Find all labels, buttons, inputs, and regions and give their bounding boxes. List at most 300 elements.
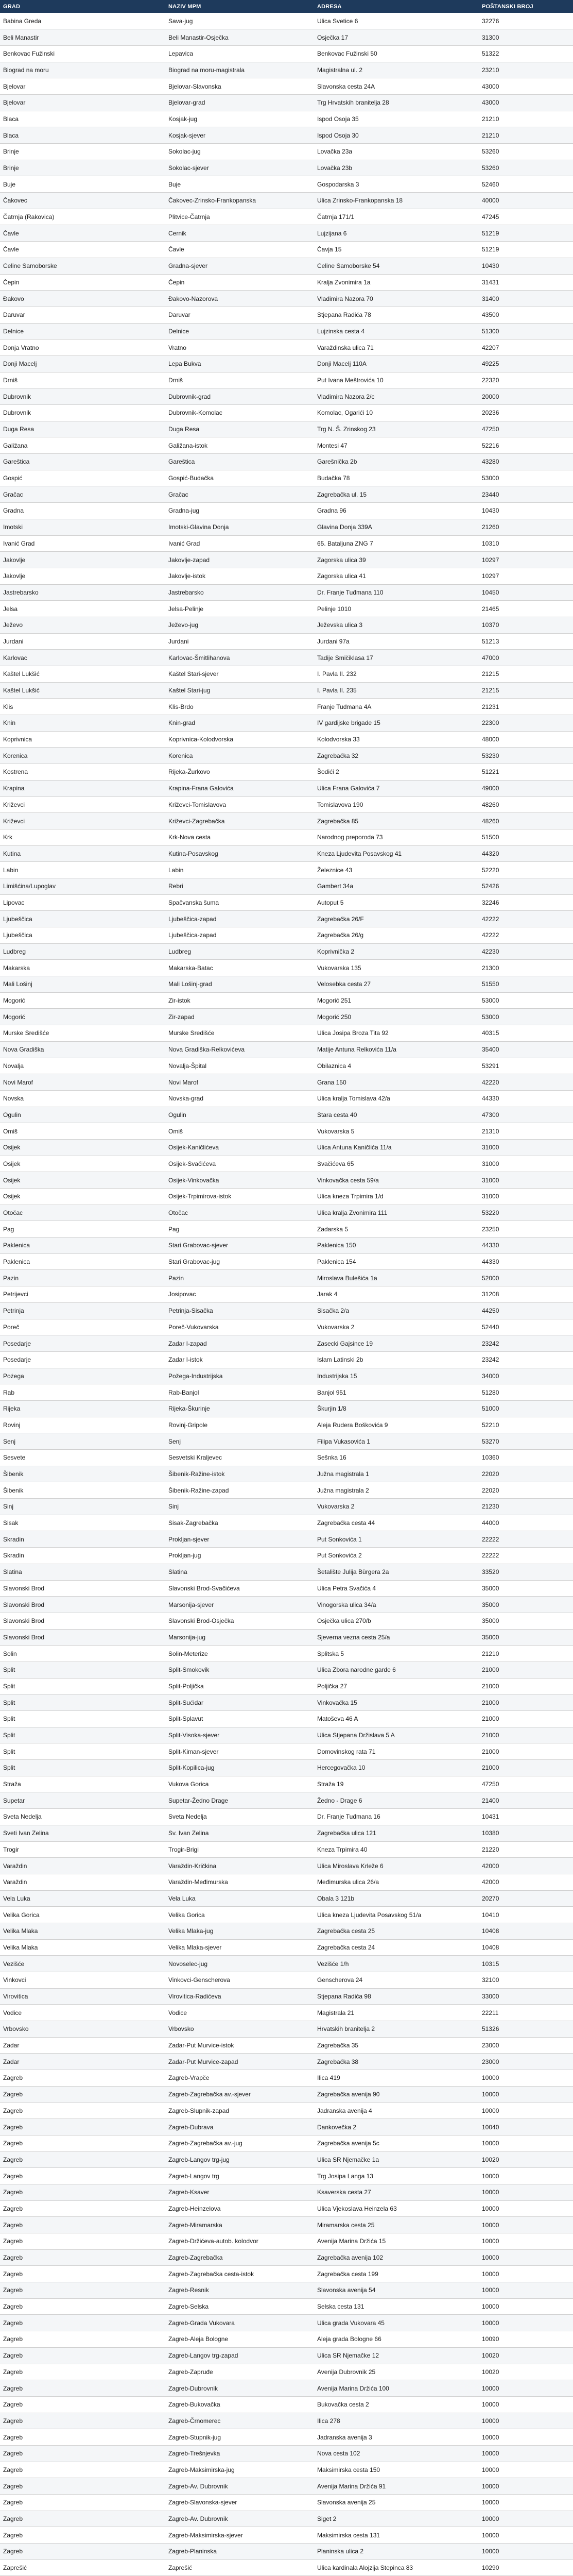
cell-naziv-mpm: Drniš xyxy=(165,372,314,388)
table-row xyxy=(0,1743,573,1760)
cell-adresa: Obilaznica 4 xyxy=(314,1058,479,1074)
cell-grad: Poreč xyxy=(0,1319,165,1335)
cell-postanski-broj: 47000 xyxy=(479,650,573,666)
cell-adresa: Osječka 17 xyxy=(314,29,479,46)
table-row xyxy=(0,2445,573,2462)
cell-adresa: Južna magistrala 1 xyxy=(314,1466,479,1482)
cell-naziv-mpm: Trogir-Brigi xyxy=(165,1841,314,1858)
cell-grad: Koprivnica xyxy=(0,731,165,748)
cell-naziv-mpm: Rebri xyxy=(165,878,314,894)
cell-naziv-mpm: Stari Grabovac-sjever xyxy=(165,1238,314,1254)
cell-naziv-mpm: Sokolac-sjever xyxy=(165,160,314,176)
cell-grad: Ljubeščica xyxy=(0,927,165,944)
table-row xyxy=(0,1548,573,1564)
cell-adresa: Donji Macelj 110A xyxy=(314,355,479,372)
cell-adresa: Ulica kralja Tomislava 42/a xyxy=(314,1090,479,1107)
table-row xyxy=(0,1597,573,1613)
cell-adresa: Varaždinska ulica 71 xyxy=(314,340,479,356)
cell-postanski-broj: 21215 xyxy=(479,666,573,683)
cell-naziv-mpm: Zagreb-Vrapče xyxy=(165,2070,314,2087)
cell-postanski-broj: 10360 xyxy=(479,1450,573,1466)
cell-naziv-mpm: Zagreb-Slavonska-sjever xyxy=(165,2495,314,2511)
cell-naziv-mpm: Bjelovar-grad xyxy=(165,94,314,111)
cell-adresa: Ispod Osoja 30 xyxy=(314,127,479,144)
cell-grad: Zagreb xyxy=(0,2070,165,2087)
column-header-grad: GRAD xyxy=(0,0,165,13)
cell-naziv-mpm: Poreč-Vukovarska xyxy=(165,1319,314,1335)
cell-naziv-mpm: Zir-zapad xyxy=(165,1009,314,1025)
cell-grad: Zagreb xyxy=(0,2086,165,2103)
cell-naziv-mpm: Sveta Nedelja xyxy=(165,1809,314,1825)
table-row xyxy=(0,2135,573,2151)
cell-naziv-mpm: Knin-grad xyxy=(165,715,314,732)
cell-grad: Osijek xyxy=(0,1139,165,1156)
cell-postanski-broj: 10410 xyxy=(479,1907,573,1923)
cell-adresa: Gospodarska 3 xyxy=(314,176,479,193)
cell-postanski-broj: 51322 xyxy=(479,45,573,62)
cell-grad: Varaždin xyxy=(0,1874,165,1890)
cell-adresa: Tomislavova 190 xyxy=(314,796,479,813)
table-row xyxy=(0,78,573,95)
cell-naziv-mpm: Osijek-Svačićeva xyxy=(165,1156,314,1172)
cell-adresa: Maksimirska cesta 150 xyxy=(314,2462,479,2478)
cell-grad: Omiš xyxy=(0,1123,165,1140)
cell-naziv-mpm: Marsonija-jug xyxy=(165,1629,314,1646)
cell-naziv-mpm: Stari Grabovac-jug xyxy=(165,1253,314,1270)
cell-postanski-broj: 42230 xyxy=(479,943,573,960)
table-row xyxy=(0,1139,573,1156)
cell-naziv-mpm: Dubrovnik-grad xyxy=(165,388,314,405)
table-row xyxy=(0,1531,573,1548)
cell-naziv-mpm: Sv. Ivan Zelina xyxy=(165,1825,314,1841)
cell-adresa: Čatrnja 171/1 xyxy=(314,209,479,225)
cell-naziv-mpm: Požega-Industrijska xyxy=(165,1368,314,1384)
table-row xyxy=(0,1286,573,1303)
cell-postanski-broj: 51219 xyxy=(479,242,573,258)
cell-adresa: Ulica kneza Trpimira 1/d xyxy=(314,1189,479,1205)
cell-grad: Dubrovnik xyxy=(0,405,165,421)
table-row xyxy=(0,503,573,519)
table-row xyxy=(0,699,573,715)
cell-naziv-mpm: Sisak-Zagrebačka xyxy=(165,1515,314,1531)
cell-grad: Slavonski Brod xyxy=(0,1597,165,1613)
cell-naziv-mpm: Zagreb-Zagrebačka av.-jug xyxy=(165,2135,314,2151)
cell-grad: Knin xyxy=(0,715,165,732)
cell-postanski-broj: 10000 xyxy=(479,2233,573,2250)
cell-grad: Ježevo xyxy=(0,617,165,633)
table-row xyxy=(0,2103,573,2119)
cell-adresa: Vezišće 1/h xyxy=(314,1956,479,1972)
cell-grad: Mali Lošinj xyxy=(0,976,165,993)
cell-grad: Lipovac xyxy=(0,894,165,911)
cell-adresa: Lovačka 23a xyxy=(314,144,479,160)
cell-adresa: Zagorska ulica 41 xyxy=(314,568,479,584)
cell-adresa: Avenija Marina Držića 100 xyxy=(314,2380,479,2397)
cell-grad: Beli Manastir xyxy=(0,29,165,46)
cell-naziv-mpm: Vukova Gorica xyxy=(165,1776,314,1792)
cell-naziv-mpm: Senj xyxy=(165,1433,314,1450)
table-row xyxy=(0,176,573,193)
cell-adresa: Poljička 27 xyxy=(314,1678,479,1694)
cell-adresa: Ulica Vjekoslava Heinzela 63 xyxy=(314,2200,479,2217)
cell-naziv-mpm: Čavle xyxy=(165,242,314,258)
cell-grad: Labin xyxy=(0,862,165,878)
table-row xyxy=(0,1727,573,1743)
cell-adresa: Vladimira Nazora 2/c xyxy=(314,388,479,405)
cell-naziv-mpm: Zagreb-Ksaver xyxy=(165,2184,314,2200)
cell-grad: Zaprešić xyxy=(0,2560,165,2576)
cell-postanski-broj: 22222 xyxy=(479,1548,573,1564)
cell-adresa: Zagorska ulica 39 xyxy=(314,552,479,568)
cell-adresa: Ulica Petra Svačića 4 xyxy=(314,1580,479,1597)
cell-adresa: Ulica Antuna Kaničlića 11/a xyxy=(314,1139,479,1156)
cell-postanski-broj: 31431 xyxy=(479,274,573,291)
cell-postanski-broj: 51326 xyxy=(479,2021,573,2038)
cell-grad: Blaca xyxy=(0,111,165,127)
cell-adresa: Žedno - Drage 6 xyxy=(314,1792,479,1809)
cell-grad: Slavonski Brod xyxy=(0,1580,165,1597)
cell-adresa: Zagrebačka avenija 102 xyxy=(314,2249,479,2266)
table-row xyxy=(0,1580,573,1597)
cell-adresa: Put Ivana Meštrovića 10 xyxy=(314,372,479,388)
cell-postanski-broj: 10408 xyxy=(479,1923,573,1939)
cell-naziv-mpm: Split-Sućidar xyxy=(165,1694,314,1711)
cell-adresa: Vukovarska 2 xyxy=(314,1499,479,1515)
cell-naziv-mpm: Ogulin xyxy=(165,1107,314,1123)
cell-postanski-broj: 48260 xyxy=(479,813,573,829)
cell-postanski-broj: 43000 xyxy=(479,78,573,95)
table-row xyxy=(0,405,573,421)
cell-postanski-broj: 10000 xyxy=(479,2511,573,2527)
table-row xyxy=(0,1368,573,1384)
cell-adresa: Domovinskog rata 71 xyxy=(314,1743,479,1760)
cell-grad: Gospić xyxy=(0,470,165,486)
cell-grad: Gareštica xyxy=(0,454,165,470)
cell-adresa: Ulica Stjepana Držislava 5 A xyxy=(314,1727,479,1743)
table-row xyxy=(0,1319,573,1335)
cell-postanski-broj: 47245 xyxy=(479,209,573,225)
table-row xyxy=(0,1450,573,1466)
cell-grad: Slatina xyxy=(0,1564,165,1580)
cell-adresa: Garešnička 2b xyxy=(314,454,479,470)
cell-adresa: Slavonska avenija 25 xyxy=(314,2495,479,2511)
cell-naziv-mpm: Lepavica xyxy=(165,45,314,62)
cell-adresa: Glavina Donja 339A xyxy=(314,519,479,535)
table-row xyxy=(0,1482,573,1499)
cell-postanski-broj: 21000 xyxy=(479,1694,573,1711)
cell-grad: Gračac xyxy=(0,486,165,503)
cell-postanski-broj: 10020 xyxy=(479,2151,573,2168)
table-row xyxy=(0,127,573,144)
cell-adresa: Aleja Rudera Boškovića 9 xyxy=(314,1417,479,1433)
cell-adresa: Ulica Svetice 6 xyxy=(314,13,479,29)
cell-postanski-broj: 51000 xyxy=(479,1400,573,1417)
cell-naziv-mpm: Gareštica xyxy=(165,454,314,470)
cell-naziv-mpm: Duga Resa xyxy=(165,421,314,437)
table-row xyxy=(0,1189,573,1205)
cell-naziv-mpm: Klis-Brdo xyxy=(165,699,314,715)
cell-naziv-mpm: Daruvar xyxy=(165,307,314,323)
cell-grad: Vrbovsko xyxy=(0,2021,165,2038)
cell-grad: Ljubeščica xyxy=(0,911,165,927)
cell-adresa: Trg Hrvatskih branitelja 28 xyxy=(314,94,479,111)
cell-grad: Straža xyxy=(0,1776,165,1792)
table-row xyxy=(0,2054,573,2070)
cell-grad: Zagreb xyxy=(0,2135,165,2151)
cell-grad: Ogulin xyxy=(0,1107,165,1123)
cell-postanski-broj: 10310 xyxy=(479,535,573,552)
cell-postanski-broj: 10000 xyxy=(479,2168,573,2184)
cell-adresa: Zagrebačka ul. 15 xyxy=(314,486,479,503)
cell-adresa: Slavonska cesta 24A xyxy=(314,78,479,95)
table-row xyxy=(0,209,573,225)
cell-postanski-broj: 21210 xyxy=(479,111,573,127)
cell-grad: Zagreb xyxy=(0,2233,165,2250)
cell-naziv-mpm: Imotski-Glavina Donja xyxy=(165,519,314,535)
cell-naziv-mpm: Velika Mlaka-sjever xyxy=(165,1939,314,1956)
table-row xyxy=(0,2151,573,2168)
cell-naziv-mpm: Jakovlje-istok xyxy=(165,568,314,584)
cell-adresa: Ulica SR Njemačke 1a xyxy=(314,2151,479,2168)
cell-naziv-mpm: Jelsa-Pelinje xyxy=(165,601,314,617)
cell-grad: Limišćina/Lupoglav xyxy=(0,878,165,894)
cell-grad: Kutina xyxy=(0,845,165,862)
cell-adresa: Trg N. Š. Zrinskog 23 xyxy=(314,421,479,437)
cell-postanski-broj: 10408 xyxy=(479,1939,573,1956)
table-row xyxy=(0,2005,573,2021)
cell-naziv-mpm: Šibenik-Ražine-istok xyxy=(165,1466,314,1482)
cell-naziv-mpm: Novalja-Špital xyxy=(165,1058,314,1074)
cell-postanski-broj: 51300 xyxy=(479,323,573,340)
cell-postanski-broj: 31000 xyxy=(479,1172,573,1189)
cell-naziv-mpm: Zagreb-Av. Dubrovnik xyxy=(165,2511,314,2527)
cell-adresa: Industrijska 15 xyxy=(314,1368,479,1384)
cell-grad: Makarska xyxy=(0,960,165,976)
cell-adresa: Međimurska ulica 26/a xyxy=(314,1874,479,1890)
cell-naziv-mpm: Slavonski Brod-Svačićeva xyxy=(165,1580,314,1597)
table-row xyxy=(0,1515,573,1531)
cell-adresa: Celine Samoborske 54 xyxy=(314,258,479,274)
cell-grad: Split xyxy=(0,1711,165,1727)
cell-adresa: Ilica 419 xyxy=(314,2070,479,2087)
cell-adresa: Ulica kardinala Alojzija Stepinca 83 xyxy=(314,2560,479,2576)
table-row xyxy=(0,1841,573,1858)
cell-adresa: Lujzijana 6 xyxy=(314,225,479,242)
cell-naziv-mpm: Rab-Banjol xyxy=(165,1384,314,1401)
cell-postanski-broj: 22020 xyxy=(479,1466,573,1482)
cell-grad: Velika Gorica xyxy=(0,1907,165,1923)
table-row xyxy=(0,1351,573,1368)
cell-grad: Kostrena xyxy=(0,764,165,781)
cell-naziv-mpm: Križevci-Zagrebačka xyxy=(165,813,314,829)
cell-grad: Zagreb xyxy=(0,2429,165,2446)
table-row xyxy=(0,1662,573,1678)
cell-grad: Skradin xyxy=(0,1531,165,1548)
cell-grad: Sinj xyxy=(0,1499,165,1515)
cell-postanski-broj: 23210 xyxy=(479,62,573,78)
cell-adresa: Kneza Trpimira 40 xyxy=(314,1841,479,1858)
cell-grad: Zagreb xyxy=(0,2168,165,2184)
cell-grad: Nova Gradiška xyxy=(0,1041,165,1058)
cell-grad: Zagreb xyxy=(0,2462,165,2478)
cell-adresa: Narodnog preporoda 73 xyxy=(314,829,479,845)
cell-naziv-mpm: Kosjak-sjever xyxy=(165,127,314,144)
cell-postanski-broj: 21231 xyxy=(479,699,573,715)
cell-naziv-mpm: Ludbreg xyxy=(165,943,314,960)
table-row xyxy=(0,2347,573,2364)
cell-grad: Donja Vratno xyxy=(0,340,165,356)
cell-postanski-broj: 44000 xyxy=(479,1515,573,1531)
cell-adresa: Zagrebačka 85 xyxy=(314,813,479,829)
cell-naziv-mpm: Sinj xyxy=(165,1499,314,1515)
cell-postanski-broj: 10000 xyxy=(479,2086,573,2103)
cell-naziv-mpm: Nova Gradiška-Relkovićeva xyxy=(165,1041,314,1058)
cell-grad: Korenica xyxy=(0,748,165,764)
cell-grad: Zagreb xyxy=(0,2331,165,2348)
cell-adresa: Splitska 5 xyxy=(314,1646,479,1662)
table-row xyxy=(0,927,573,944)
cell-naziv-mpm: Kaštel Stari-sjever xyxy=(165,666,314,683)
cell-naziv-mpm: Križevci-Tomislavova xyxy=(165,796,314,813)
cell-adresa: Kralja Zvonimira 1a xyxy=(314,274,479,291)
cell-grad: Split xyxy=(0,1760,165,1776)
table-row xyxy=(0,2217,573,2233)
cell-naziv-mpm: Varaždin-Kričkina xyxy=(165,1858,314,1874)
cell-postanski-broj: 10450 xyxy=(479,584,573,601)
cell-adresa: Put Sonkovića 2 xyxy=(314,1548,479,1564)
cell-postanski-broj: 31400 xyxy=(479,291,573,307)
cell-adresa: Ulica SR Njemačke 12 xyxy=(314,2347,479,2364)
cell-adresa: Avenija Dubrovnik 25 xyxy=(314,2364,479,2380)
column-header-postanski-broj: POŠTANSKI BROJ xyxy=(479,0,573,13)
table-row xyxy=(0,1923,573,1939)
cell-adresa: Kolodvorska 33 xyxy=(314,731,479,748)
cell-naziv-mpm: Zagreb-Zagrebačka av.-sjever xyxy=(165,2086,314,2103)
cell-naziv-mpm: Split-Kopilica-jug xyxy=(165,1760,314,1776)
table-row xyxy=(0,1874,573,1890)
cell-naziv-mpm: Proklјan-jug xyxy=(165,1548,314,1564)
cell-naziv-mpm: Jurdani xyxy=(165,633,314,650)
table-row xyxy=(0,2119,573,2136)
cell-grad: Zadar xyxy=(0,2054,165,2070)
cell-grad: Zagreb xyxy=(0,2396,165,2413)
cell-adresa: Jadranska avenija 3 xyxy=(314,2429,479,2446)
cell-adresa: Matije Antuna Relkovića 11/a xyxy=(314,1041,479,1058)
table-row xyxy=(0,258,573,274)
cell-grad: Split xyxy=(0,1727,165,1743)
table-row xyxy=(0,242,573,258)
cell-postanski-broj: 23250 xyxy=(479,1221,573,1238)
cell-grad: Zagreb xyxy=(0,2298,165,2315)
cell-postanski-broj: 21000 xyxy=(479,1711,573,1727)
cell-postanski-broj: 22300 xyxy=(479,715,573,732)
cell-adresa: Dankovečka 2 xyxy=(314,2119,479,2136)
cell-postanski-broj: 32246 xyxy=(479,894,573,911)
cell-grad: Senj xyxy=(0,1433,165,1450)
cell-naziv-mpm: Osijek-Kaničlićeva xyxy=(165,1139,314,1156)
cell-postanski-broj: 42000 xyxy=(479,1874,573,1890)
cell-naziv-mpm: Zagreb-Zapruđe xyxy=(165,2364,314,2380)
cell-adresa: Ulica Zbora narodne garde 6 xyxy=(314,1662,479,1678)
cell-grad: Čavle xyxy=(0,242,165,258)
cell-adresa: Miramarska cesta 25 xyxy=(314,2217,479,2233)
cell-naziv-mpm: Split-Visoka-sjever xyxy=(165,1727,314,1743)
cell-adresa: Komolac, Ogarići 10 xyxy=(314,405,479,421)
table-row xyxy=(0,2315,573,2331)
cell-grad: Jastrebarsko xyxy=(0,584,165,601)
cell-naziv-mpm: Krapina-Frana Galovića xyxy=(165,780,314,796)
cell-adresa: Mogorić 250 xyxy=(314,1009,479,1025)
cell-grad: Čatrnja (Rakovica) xyxy=(0,209,165,225)
cell-adresa: Kneza Ljudevita Posavskog 41 xyxy=(314,845,479,862)
cell-naziv-mpm: Kosjak-jug xyxy=(165,111,314,127)
cell-grad: Šibenik xyxy=(0,1482,165,1499)
cell-postanski-broj: 40315 xyxy=(479,1025,573,1042)
cell-adresa: Ulica Josipa Broza Tita 92 xyxy=(314,1025,479,1042)
cell-naziv-mpm: Zagreb-Črnomerec xyxy=(165,2413,314,2429)
cell-naziv-mpm: Zagreb-Heinzelova xyxy=(165,2200,314,2217)
table-row xyxy=(0,1792,573,1809)
cell-naziv-mpm: Virovitica-Radićeva xyxy=(165,1988,314,2005)
cell-naziv-mpm: Cernik xyxy=(165,225,314,242)
cell-adresa: Velosebka cesta 27 xyxy=(314,976,479,993)
cell-postanski-broj: 51550 xyxy=(479,976,573,993)
cell-naziv-mpm: Zadar-Put Murvice-istok xyxy=(165,2037,314,2054)
cell-postanski-broj: 10000 xyxy=(479,2429,573,2446)
cell-postanski-broj: 31000 xyxy=(479,1156,573,1172)
table-row xyxy=(0,29,573,46)
cell-adresa: Trg Josipa Langa 13 xyxy=(314,2168,479,2184)
cell-adresa: Hrvatskih branitelja 2 xyxy=(314,2021,479,2038)
cell-naziv-mpm: Zagreb-Resnik xyxy=(165,2282,314,2299)
cell-naziv-mpm: Gradna-sjever xyxy=(165,258,314,274)
cell-grad: Petrijevci xyxy=(0,1286,165,1303)
column-header-naziv-mpm: NAZIV MPM xyxy=(165,0,314,13)
cell-postanski-broj: 10000 xyxy=(479,2527,573,2544)
cell-adresa: Magistralna ul. 2 xyxy=(314,62,479,78)
cell-naziv-mpm: Rovinj-Gripole xyxy=(165,1417,314,1433)
cell-postanski-broj: 35000 xyxy=(479,1580,573,1597)
cell-postanski-broj: 10290 xyxy=(479,2560,573,2576)
cell-naziv-mpm: Vela Luka xyxy=(165,1890,314,1907)
cell-naziv-mpm: Varaždin-Međimurska xyxy=(165,1874,314,1890)
cell-adresa: Vladimira Nazora 70 xyxy=(314,291,479,307)
cell-grad: Split xyxy=(0,1743,165,1760)
table-row xyxy=(0,1564,573,1580)
cell-grad: Posedarje xyxy=(0,1351,165,1368)
table-row xyxy=(0,372,573,388)
table-row xyxy=(0,2527,573,2544)
cell-adresa: Mogorić 251 xyxy=(314,992,479,1009)
cell-grad: Vodice xyxy=(0,2005,165,2021)
table-row xyxy=(0,1956,573,1972)
cell-adresa: Paklenica 154 xyxy=(314,1253,479,1270)
cell-adresa: Ksaverska cesta 27 xyxy=(314,2184,479,2200)
cell-grad: Zagreb xyxy=(0,2103,165,2119)
table-row xyxy=(0,1025,573,1042)
table-row xyxy=(0,1613,573,1629)
cell-grad: Posedarje xyxy=(0,1335,165,1352)
cell-adresa: Obala 3 121b xyxy=(314,1890,479,1907)
cell-postanski-broj: 49225 xyxy=(479,355,573,372)
cell-postanski-broj: 21300 xyxy=(479,960,573,976)
cell-grad: Zagreb xyxy=(0,2151,165,2168)
table-row xyxy=(0,2429,573,2446)
cell-adresa: Škurjin 1/8 xyxy=(314,1400,479,1417)
table-row xyxy=(0,291,573,307)
cell-naziv-mpm: Vrbovsko xyxy=(165,2021,314,2038)
cell-postanski-broj: 31208 xyxy=(479,1286,573,1303)
